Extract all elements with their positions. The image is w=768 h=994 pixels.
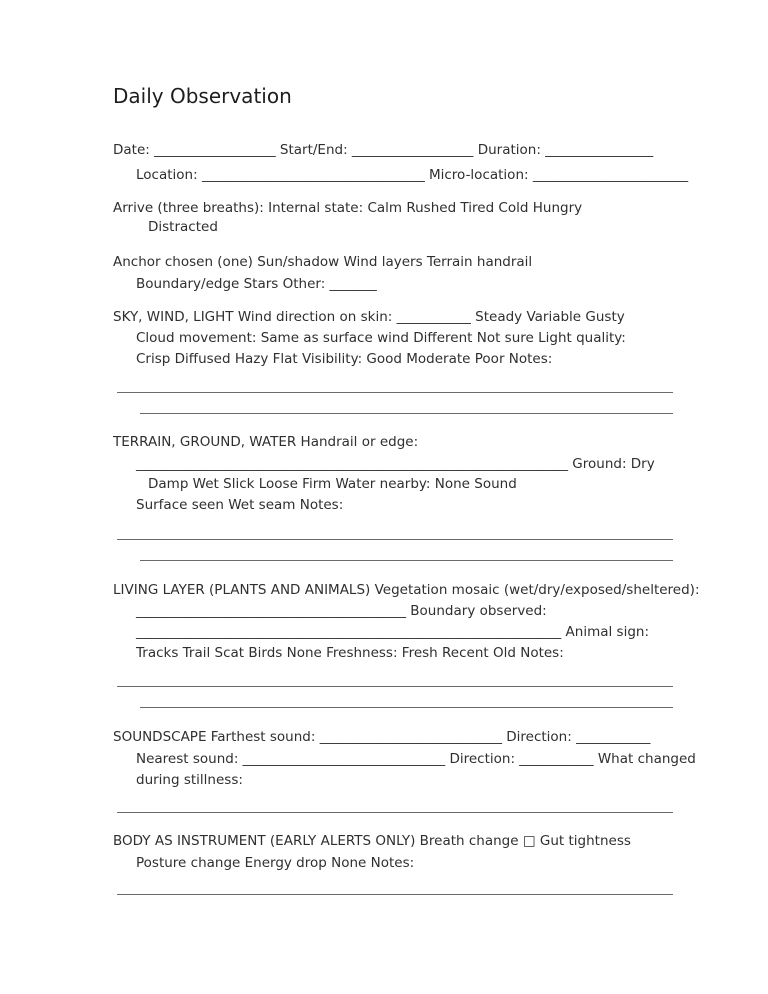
terrain-line-2: ________________________________________________________________ Ground: Dry — [136, 456, 655, 472]
arrive-line-1: Arrive (three breaths): Internal state: Calm Rushed Tired Cold Hungry — [113, 200, 583, 216]
date-start-duration-line: Date: __________________ Start/End: __________________ Duration: ________________ — [113, 142, 654, 158]
sound-line-2: Nearest sound: ______________________________ Direction: ___________ What changed — [136, 751, 696, 767]
arrive-line-2: Distracted — [148, 219, 218, 235]
terrain-notes-rule-2 — [140, 560, 673, 561]
living-notes-rule-2 — [140, 707, 673, 708]
living-line-2: ________________________________________ Boundary observed: — [136, 603, 547, 619]
living-line-4: Tracks Trail Scat Birds None Freshness: Fresh Recent Old Notes: — [136, 645, 564, 661]
terrain-line-1: TERRAIN, GROUND, WATER Handrail or edge: — [113, 434, 419, 450]
page-title: Daily Observation — [113, 84, 292, 108]
sound-line-1: SOUNDSCAPE Farthest sound: ___________________________ Direction: ___________ — [113, 729, 651, 745]
sky-line-1: SKY, WIND, LIGHT Wind direction on skin: ___________ Steady Variable Gusty — [113, 309, 625, 325]
anchor-line-2: Boundary/edge Stars Other: _______ — [136, 276, 377, 292]
living-line-3: _______________________________________________________________ Animal sign: — [136, 624, 650, 640]
anchor-line-1: Anchor chosen (one) Sun/shadow Wind layers Terrain handrail — [113, 254, 533, 270]
living-line-1: LIVING LAYER (PLANTS AND ANIMALS) Vegetation mosaic (wet/dry/exposed/sheltered): — [113, 582, 700, 598]
location-line: Location: _________________________________ Micro-location: _______________________ — [136, 167, 689, 183]
sky-line-2: Cloud movement: Same as surface wind Different Not sure Light quality: — [136, 330, 626, 346]
body-line-1: BODY AS INSTRUMENT (EARLY ALERTS ONLY) Breath change □ Gut tightness — [113, 833, 631, 849]
terrain-notes-rule-1 — [117, 539, 673, 540]
body-line-2: Posture change Energy drop None Notes: — [136, 855, 415, 871]
sky-notes-rule-2 — [140, 413, 673, 414]
sky-line-3: Crisp Diffused Hazy Flat Visibility: Good Moderate Poor Notes: — [136, 351, 553, 367]
sky-notes-rule-1 — [117, 392, 673, 393]
body-notes-rule — [117, 894, 673, 895]
sound-notes-rule — [117, 812, 673, 813]
living-notes-rule-1 — [117, 686, 673, 687]
terrain-line-4: Surface seen Wet seam Notes: — [136, 497, 344, 513]
terrain-line-3: Damp Wet Slick Loose Firm Water nearby: None Sound — [148, 476, 517, 492]
sound-line-3: during stillness: — [136, 772, 243, 788]
